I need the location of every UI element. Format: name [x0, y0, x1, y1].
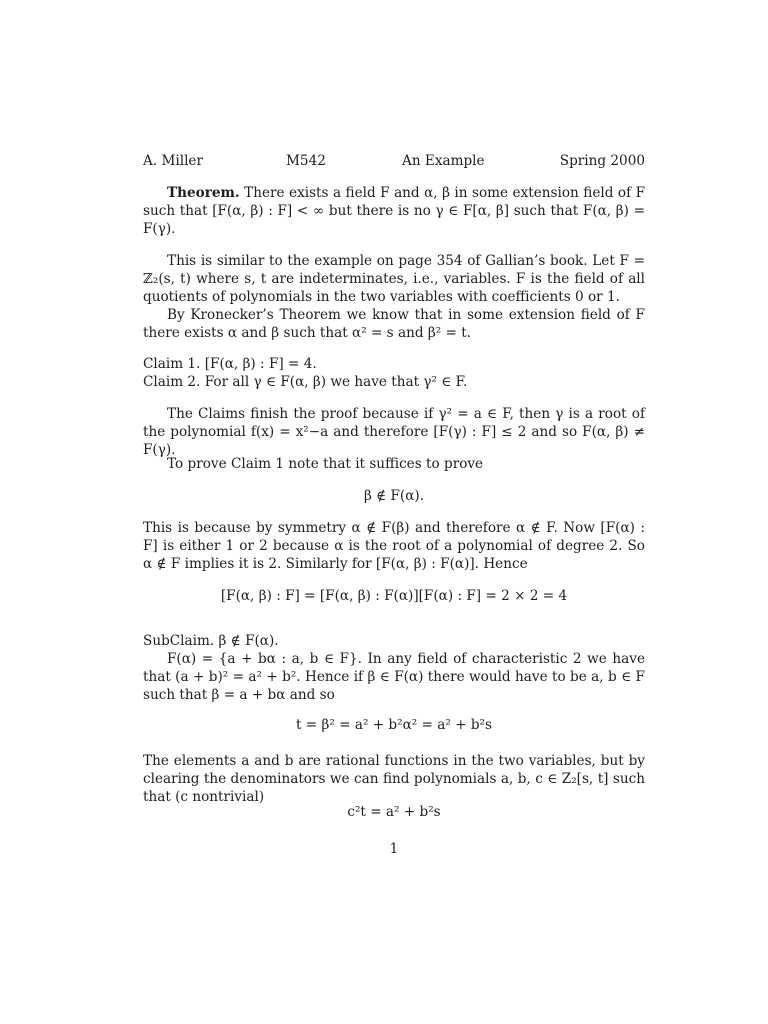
equation-c2t: c²t = a² + b²s	[347, 804, 441, 820]
theorem-text: There exists a field F and α, β in some extension field of F such that [F(α, β) : F] < ∞ but there is no γ ∈ F[α, β] such that F(α, β) = F(γ).	[143, 185, 646, 237]
header-course: M542	[286, 153, 326, 169]
theorem-label: Theorem.	[167, 185, 240, 201]
paragraph-rational-functions: The elements a and b are rational functions in the two variables, but by clearing the denominators we can find polynomials a, b, c ∈ Z₂[s, t] such that (c nontrivial)	[143, 753, 645, 805]
page-header	[143, 152, 645, 172]
paragraph-prove-claim1: To prove Claim 1 note that it suffices to prove	[167, 456, 484, 472]
header-author: A. Miller	[143, 153, 203, 169]
paragraph-claims-finish: The Claims finish the proof because if γ² = a ∈ F, then γ is a root of the polynomial f(x) = x²−a and therefore [F(γ) : F] ≤ 2 and so F(α, β) ≠ F(γ).	[143, 406, 645, 458]
claim-1: Claim 1. [F(α, β) : F] = 4.	[143, 356, 317, 372]
theorem-statement	[143, 184, 645, 238]
paragraph-symmetry: This is because by symmetry α ∉ F(β) and therefore α ∉ F. Now [F(α) : F] is either 1 or 2 because α is the root of a polynomial of degree 2. So α ∉ F implies it is 2. Similarly for [F(α, β) : F(α)]. Hence	[143, 520, 645, 572]
equation-t: t = β² = a² + b²α² = a² + b²s	[296, 717, 492, 733]
header-term: Spring 2000	[559, 153, 645, 169]
claim-2: Claim 2. For all γ ∈ F(α, β) we have that γ² ∈ F.	[143, 374, 468, 390]
paragraph-kronecker: By Kronecker’s Theorem we know that in some extension field of F there exists α and β such that α² = s and β² = t.	[143, 307, 645, 341]
header-title: An Example	[402, 153, 485, 169]
paragraph-gallian: This is similar to the example on page 354 of Gallian’s book. Let F = ℤ₂(s, t) where s, t are indeterminates, i.e., variables. F is the field of all quotients of polynomials in the two variables with coefficients 0 or 1.	[143, 253, 645, 305]
equation-degree: [F(α, β) : F] = [F(α, β) : F(α)][F(α) : F] = 2 × 2 = 4	[220, 588, 568, 604]
equation-beta-not-in: β ∉ F(α).	[363, 488, 425, 504]
paragraph-characteristic: F(α) = {a + bα : a, b ∈ F}. In any field of characteristic 2 we have that (a + b)² = a² + b². Hence if β ∈ F(α) there would have to be a, b ∈ F such that β = a + bα and so	[143, 651, 645, 703]
page-number: 1	[389, 841, 399, 857]
subclaim: SubClaim. β ∉ F(α).	[143, 633, 279, 649]
